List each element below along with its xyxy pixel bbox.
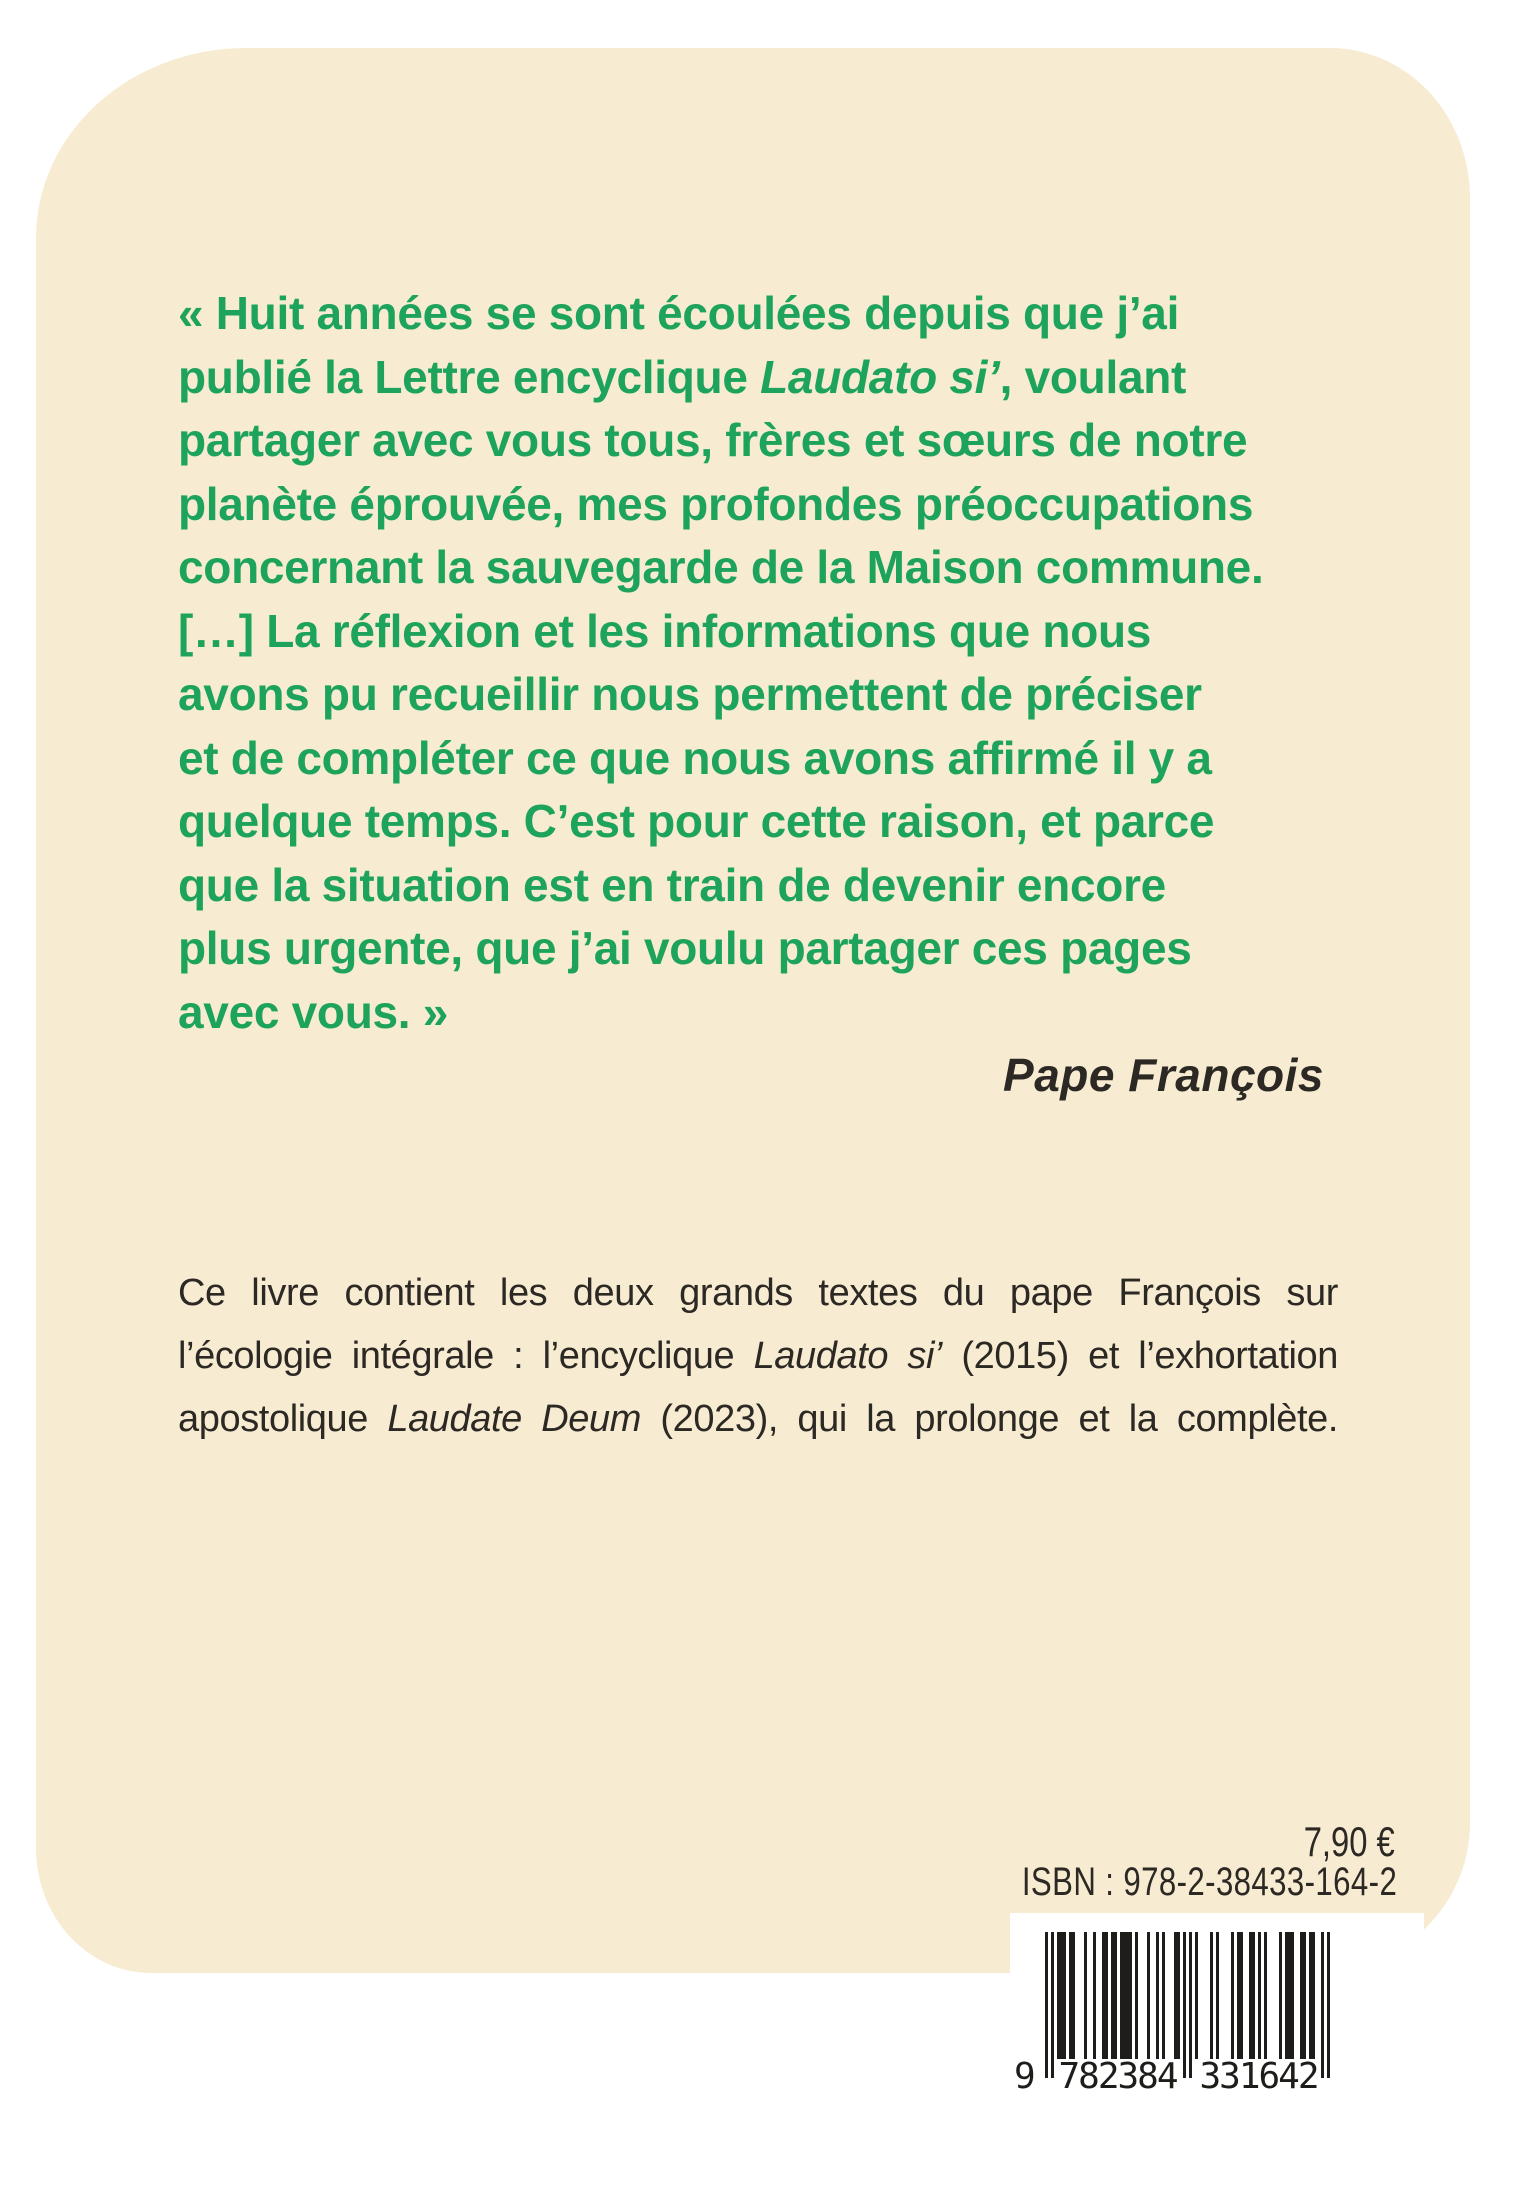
text-line: quelque temps. C’est pour cette raison, et parce (178, 795, 1215, 847)
barcode-bar (1252, 1932, 1255, 2059)
text-line: que la situation est en train de devenir encore (178, 858, 1166, 911)
barcode-bar (1063, 1932, 1066, 2059)
quote-text (178, 282, 1388, 1044)
text-line: « Huit années se sont écoulées depuis que j’ai (178, 287, 1180, 339)
barcode-bar (1045, 1932, 1048, 2078)
barcode-bar (1258, 1932, 1261, 2059)
barcode-bar (1321, 1932, 1324, 2078)
text-line: partager avec vous tous, frères et sœurs de notre (178, 414, 1248, 466)
barcode-bar (1231, 1932, 1234, 2059)
barcode-bar (1183, 1932, 1186, 2078)
barcode-bar (1084, 1932, 1087, 2059)
text-line: plus urgente, que j’ai voulu partager ces pages (178, 922, 1192, 974)
text-line: concernant la sauvegarde de la Maison commune. (178, 541, 1264, 593)
barcode-bar (1291, 1932, 1294, 2059)
barcode-bar (1312, 1932, 1315, 2059)
barcode-bar (1147, 1932, 1150, 2059)
barcode-bar (1135, 1932, 1138, 2059)
barcode-bar (1177, 1932, 1180, 2059)
barcode-bar (1072, 1932, 1075, 2059)
text-line: avec vous. » (178, 985, 449, 1038)
text-line: et de compléter ce que nous avons affirmé il y a (178, 731, 1212, 784)
description-text (178, 1262, 1338, 1451)
barcode-bar (1189, 1932, 1192, 2078)
barcode-bar (1114, 1932, 1117, 2059)
barcode-bar (1105, 1932, 1108, 2059)
barcode-bar (1303, 1932, 1306, 2059)
quote-attribution: Pape François (1003, 1049, 1324, 1101)
barcode-bar (1327, 1932, 1330, 2078)
barcode-bar (1216, 1932, 1219, 2059)
barcode-bar (1240, 1932, 1243, 2059)
barcode-bar (1264, 1932, 1267, 2059)
text-line: […] La réflexion et les informations que nous (178, 604, 1152, 657)
barcode-bar (1195, 1932, 1198, 2059)
barcode-bar (1051, 1932, 1054, 2078)
barcode-bar (1093, 1932, 1096, 2059)
text-line: avons pu recueillir nous permettent de préciser (178, 668, 1202, 720)
text-line: apostolique Laudate Deum (2023), qui la prolonge et la complète. (178, 1398, 1338, 1440)
isbn-label: ISBN : 978-2-38433-164-2 (1021, 1860, 1397, 1904)
price-label: 7,90 € (1303, 1818, 1395, 1865)
barcode-right-group: 331642 (1199, 2056, 1318, 2097)
barcode-bar (1210, 1932, 1213, 2059)
text-line: l’écologie intégrale : l’encyclique Laudato si’ (2015) et l’exhortation (178, 1335, 1338, 1377)
text-line: Ce livre contient les deux grands textes du pape François sur (178, 1272, 1338, 1314)
barcode-bar (1279, 1932, 1282, 2059)
text-line: publié la Lettre encyclique Laudato si’, voulant (178, 350, 1187, 403)
barcode-bar (1162, 1932, 1165, 2059)
barcode-bar (1129, 1932, 1132, 2059)
text-line: planète éprouvée, mes profondes préoccupations (178, 477, 1254, 530)
barcode-bar (1156, 1932, 1159, 2059)
barcode-first-digit: 9 (1014, 2056, 1036, 2097)
barcode-panel (1010, 1913, 1424, 2103)
barcode-left-group: 782384 (1058, 2056, 1177, 2097)
